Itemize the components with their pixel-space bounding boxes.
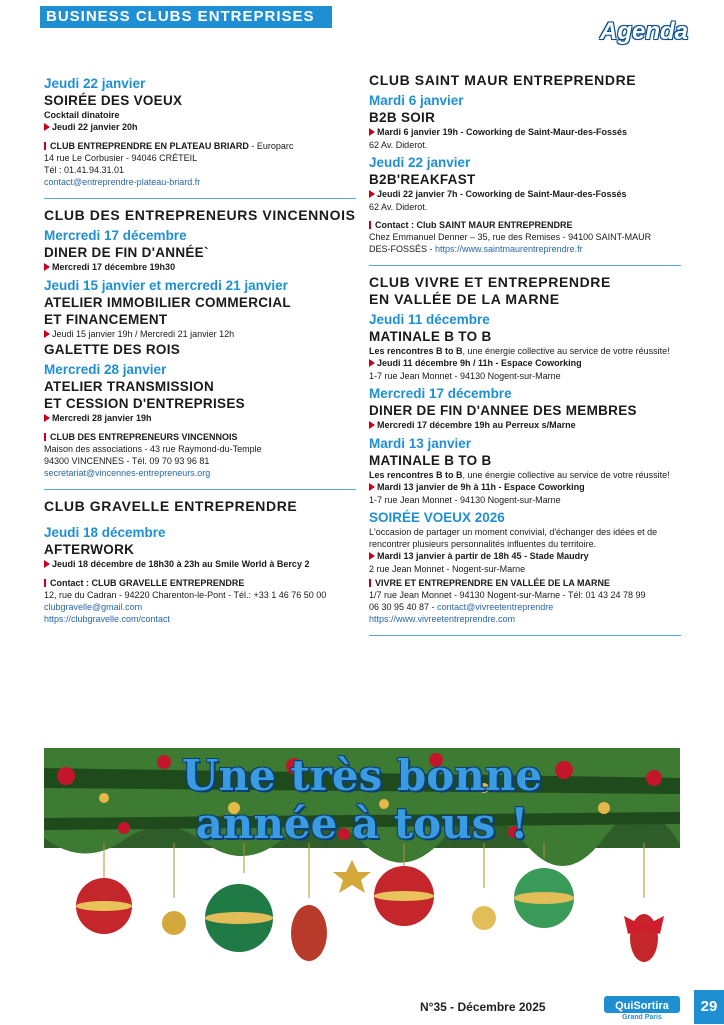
bar-icon [44, 142, 46, 150]
triangle-icon [369, 359, 375, 367]
divider [369, 265, 681, 266]
contact-address: 1/7 rue Jean Monnet - 94130 Nogent-sur-Marne - Tél: 01 43 24 78 99 [369, 590, 646, 600]
contact-heading: Contact : Club SAINT MAUR ENTREPRENDRE [369, 219, 681, 231]
club-heading: CLUB VIVRE ET ENTREPRENDRE [369, 274, 611, 290]
event-date: Mercredi 17 décembre [369, 386, 512, 401]
event-schedule: Jeudi 18 décembre de 18h30 à 23h au Smile World à Bercy 2 [44, 558, 356, 571]
event-title: DINER DE FIN D'ANNÉE` [44, 245, 209, 260]
event-title: ATELIER TRANSMISSION [44, 379, 215, 394]
triangle-icon [369, 552, 375, 560]
svg-text:Grand Paris: Grand Paris [622, 1014, 662, 1020]
club-heading: CLUB DES ENTREPRENEURS VINCENNOIS [44, 207, 356, 223]
event-date: Jeudi 22 janvier [369, 155, 471, 170]
event-title: B2B'REAKFAST [369, 172, 476, 187]
event-description: Les rencontres B to B, une énergie collective au service de votre réussite! [369, 346, 670, 356]
event-date: Mercredi 28 janvier [44, 362, 167, 377]
event-title: DINER DE FIN D'ANNEE DES MEMBRES [369, 403, 637, 418]
contact-phone: Tél : 01.41.94.31.01 [44, 165, 125, 175]
event-address: 2 rue Jean Monnet - Nogent-sur-Marne [369, 564, 526, 574]
event-date: Jeudi 22 janvier [44, 76, 146, 91]
triangle-icon [369, 190, 375, 198]
event-schedule: Mercredi 28 janvier 19h [44, 412, 356, 425]
event-schedule: Jeudi 15 janvier 19h / Mercredi 21 janvier 12h [44, 328, 356, 341]
triangle-icon [369, 483, 375, 491]
event-description: Les rencontres B to B, une énergie collective au service de votre réussite! [369, 470, 670, 480]
contact-address: Maison des associations - 43 rue Raymond-du-Temple [44, 444, 262, 454]
event-date: Mardi 6 janvier [369, 93, 464, 108]
event-address: 62 Av. Diderot. [369, 140, 428, 150]
contact-website-link[interactable]: https://www.vivreetentreprendre.com [369, 614, 516, 624]
event-title: ATELIER IMMOBILIER COMMERCIAL [44, 295, 291, 310]
event-title: GALETTE DES ROIS [44, 342, 181, 357]
left-column [44, 72, 356, 625]
svg-text:QuiSortira: QuiSortira [615, 1000, 669, 1012]
contact-email-link[interactable]: secretariat@vincennes-entrepreneurs.org [44, 468, 211, 478]
event-schedule: Jeudi 22 janvier 7h - Coworking de Saint-Maur-des-Fossés [369, 188, 681, 201]
page-number: 29 [694, 990, 724, 1024]
divider [44, 489, 356, 490]
contact-website-link[interactable]: https://clubgravelle.com/contact [44, 614, 171, 624]
event-schedule: Jeudi 22 janvier 20h [44, 121, 356, 134]
divider [44, 198, 356, 199]
triangle-icon [44, 263, 50, 271]
contact-address: Chez Emmanuel Denner – 35, rue des Remises - 94100 SAINT-MAUR [369, 232, 652, 242]
event-description: rencontrer plusieurs personnalités influentes du territoire. [369, 539, 597, 549]
contact-phone: 94300 VINCENNES - Tél. 09 70 93 96 81 [44, 456, 210, 466]
event-schedule: Mardi 6 janvier 19h - Coworking de Saint-Maur-des-Fossés [369, 126, 681, 139]
event-title: ET FINANCEMENT [44, 312, 168, 327]
event-title: B2B SOIR [369, 110, 436, 125]
contact-address: 12, rue du Cadran - 94220 Charenton-le-Pont - Tél.: +33 1 46 76 50 00 [44, 590, 327, 600]
triangle-icon [369, 421, 375, 429]
contact-address: DES-FOSSÉS - https://www.saintmaurentreprendre.fr [369, 244, 583, 254]
contact-address: 14 rue Le Corbusier - 94046 CRÉTEIL [44, 153, 198, 163]
club-heading: EN VALLÉE DE LA MARNE [369, 291, 560, 307]
agenda-logo: Agenda [599, 18, 688, 45]
contact-heading: VIVRE ET ENTREPRENDRE EN VALLÉE DE LA MARNE [369, 577, 681, 589]
event-title: MATINALE B TO B [369, 329, 492, 344]
bar-icon [44, 433, 46, 441]
right-column [369, 72, 681, 636]
event-date: Jeudi 18 décembre [44, 525, 166, 540]
club-heading: CLUB SAINT MAUR ENTREPRENDRE [369, 72, 637, 88]
triangle-icon [44, 123, 50, 131]
event-address: 1-7 rue Jean Monnet - 94130 Nogent-sur-Marne [369, 371, 561, 381]
bar-icon [369, 579, 371, 587]
section-banner: BUSINESS CLUBS ENTREPRISES [40, 6, 332, 28]
bar-icon [44, 579, 46, 587]
event-description: L'occasion de partager un moment convivial, d'échanger des idées et de [369, 527, 658, 537]
contact-email-link[interactable]: contact@entreprendre-plateau-briard.fr [44, 177, 201, 187]
contact-heading: Contact : CLUB GRAVELLE ENTREPRENDRE [44, 577, 356, 589]
triangle-icon [44, 330, 50, 338]
event-date: Jeudi 11 décembre [369, 312, 490, 327]
event-title: ET CESSION D'ENTREPRISES [44, 396, 245, 411]
triangle-icon [369, 128, 375, 136]
website-link[interactable]: https://www.saintmaurentreprendre.fr [435, 244, 583, 254]
event-address: 1-7 rue Jean Monnet - 94130 Nogent-sur-Marne [369, 495, 561, 505]
divider [369, 635, 681, 636]
issue-label: N°35 - Décembre 2025 [420, 1000, 546, 1014]
event-date: SOIRÉE VOEUX 2026 [369, 510, 505, 525]
event-schedule: Mardi 13 janvier à partir de 18h 45 - Stade Maudry [369, 550, 681, 563]
event-schedule: Jeudi 11 décembre 9h / 11h - Espace Coworking [369, 357, 681, 370]
triangle-icon [44, 560, 50, 568]
club-heading: CLUB GRAVELLE ENTREPRENDRE [44, 498, 298, 514]
event-date: Jeudi 15 janvier et mercredi 21 janvier [44, 278, 288, 293]
event-date: Mardi 13 janvier [369, 436, 472, 451]
greeting-text: Une très bonne année à tous ! [181, 751, 543, 848]
contact-heading: CLUB DES ENTREPRENEURS VINCENNOIS [44, 431, 356, 443]
event-address: 62 Av. Diderot. [369, 202, 428, 212]
bar-icon [369, 221, 371, 229]
contact-email-link[interactable]: clubgravelle@gmail.com [44, 602, 143, 612]
contact-heading: CLUB ENTREPRENDRE EN PLATEAU BRIARD - Europarc [44, 140, 356, 152]
event-schedule: Mardi 13 janvier de 9h à 11h - Espace Coworking [369, 481, 681, 494]
triangle-icon [44, 414, 50, 422]
contact-phone: 06 30 95 40 87 - contact@vivreetentreprendre [369, 602, 554, 612]
event-date: Mercredi 17 décembre [44, 228, 187, 243]
publisher-logo [604, 996, 680, 1020]
event-title: AFTERWORK [44, 542, 135, 557]
event-title: MATINALE B TO B [369, 453, 492, 468]
event-schedule: Mercredi 17 décembre 19h au Perreux s/Marne [369, 419, 681, 432]
event-subtitle: Cocktail dinatoire [44, 110, 120, 120]
event-title: SOIRÉE DES VOEUX [44, 93, 183, 108]
event-schedule: Mercredi 17 décembre 19h30 [44, 261, 356, 274]
contact-email-link[interactable]: contact@vivreetentreprendre [437, 602, 554, 612]
